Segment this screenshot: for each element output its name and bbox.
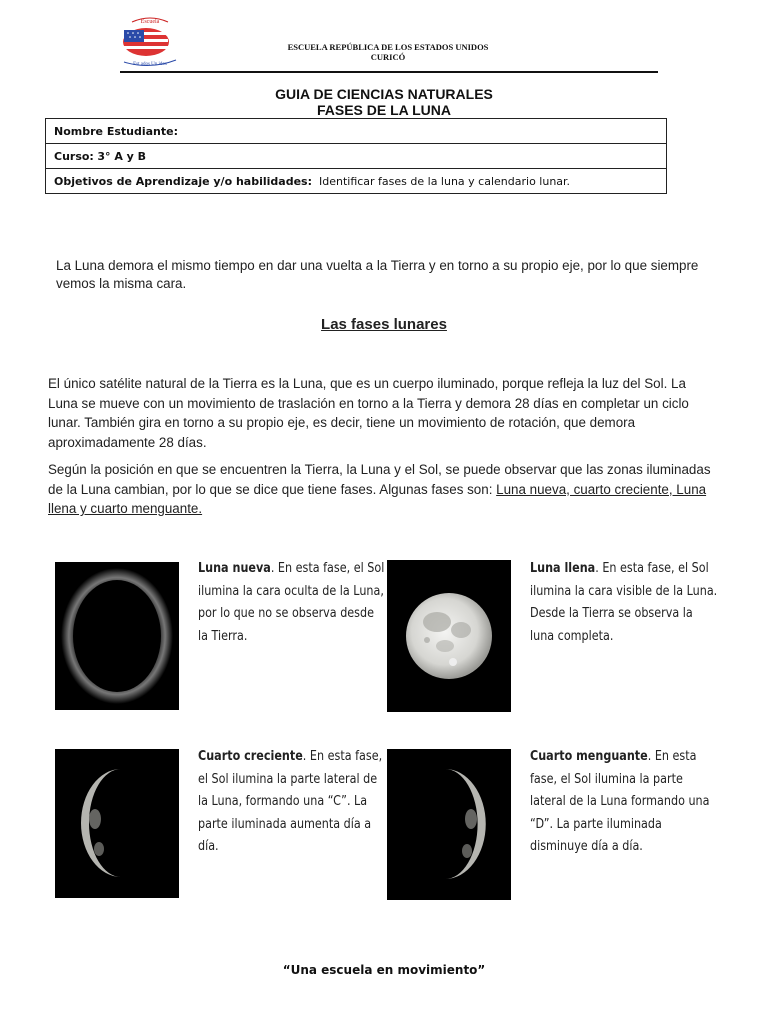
phase-description-full-moon [530,558,719,648]
phases-list: Luna nueva, cuarto creciente, Luna llena y cuarto menguante. [48,481,707,516]
school-name: ESCUELA REPÚBLICA DE LOS ESTADOS UNIDOS [287,42,489,52]
objectives-cell [46,169,667,194]
student-info-table [45,118,667,194]
page-title [0,86,768,118]
course-value: 3° A y B [97,149,147,163]
header-divider [120,71,658,73]
phase-text: . En esta fase, el Sol ilumina la cara oculta de la Luna, por lo que no se observa desde la Tierra. [198,561,385,644]
phase-name: Luna nueva [198,561,271,576]
phase-name: Cuarto menguante [530,749,648,764]
phase-name: Cuarto creciente [198,749,303,764]
svg-text:Escuela: Escuela [140,19,160,25]
course-cell [46,144,667,169]
phase-description-waning [530,746,719,859]
title-line-2: FASES DE LA LUNA [316,102,452,118]
objectives-label: Objetivos de Aprendizaje y/o habilidades: [54,174,312,188]
title-line-1: GUIA DE CIENCIAS NATURALES [275,86,493,102]
student-name-cell[interactable] [46,119,667,144]
school-header [230,42,546,62]
svg-text:Est ados Un idos: Est ados Un idos [133,62,167,67]
table-row [46,144,667,169]
phase-text: . En esta fase, el Sol ilumina la parte lateral de la Luna, formando una “C”. La parte iluminada aumenta día a día. [198,749,383,854]
paragraph-phases [48,460,718,519]
footer-motto: “Una escuela en movimiento” [282,963,486,977]
phase-description-waxing [198,746,387,859]
school-city: CURICÓ [370,52,406,62]
table-row [46,119,667,144]
section-title: Las fases lunares [321,316,447,333]
school-logo [118,14,182,74]
phase-text: . En esta fase, el Sol ilumina la parte lateral de la Luna formando una “D”. La parte iluminada disminuye día a día. [530,749,710,854]
intro-paragraph: La Luna demora el mismo tiempo en dar una vuelta a la Tierra y en torno a su propio eje, por lo que siempre vemos la misma cara. [56,258,699,291]
paragraph-satellite: El único satélite natural de la Tierra es la Luna, que es un cuerpo iluminado, porque refleja la luz del Sol. La Luna se mueve con un movimiento de traslación en torno a la Tierra y demora 28 días en completar un ciclo lunar. También gira en torno a su propio eje, es decir, tiene un movimiento de rotación, que demora aproximadamente 28 días. [48,376,689,450]
new-moon-icon [55,562,179,710]
full-moon-icon [387,560,511,712]
phases-intro-text: Según la posición en que se encuentren la Tierra, la Luna y el Sol, se puede observar que las zonas iluminadas de la Luna cambian, por lo que se dice que tiene fases. Algunas fases son: [48,462,711,497]
waning-crescent-icon [387,749,511,900]
waxing-crescent-icon [55,749,179,898]
student-name-label: Nombre Estudiante: [54,124,178,138]
phase-text: . En esta fase, el Sol ilumina la cara visible de la Luna. Desde la Tierra se observa la luna completa. [530,561,718,644]
phase-description-new-moon [198,558,387,648]
phase-name: Luna llena [530,561,596,576]
course-label: Curso: [54,149,94,163]
objectives-value: Identificar fases de la luna y calendario lunar. [318,174,571,188]
table-row [46,169,667,194]
